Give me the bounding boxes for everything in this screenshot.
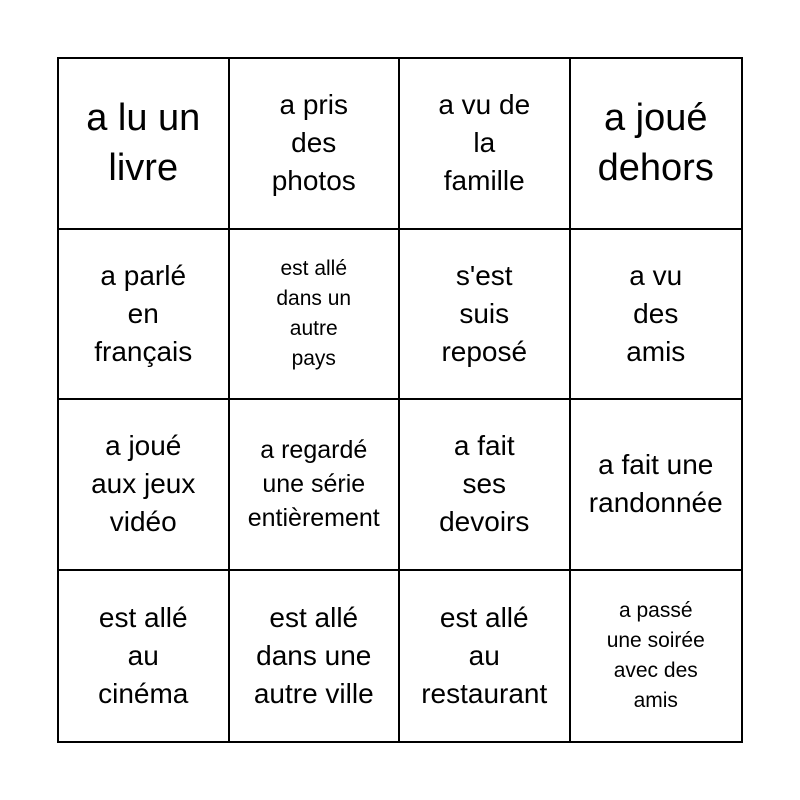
bingo-cell[interactable] <box>230 230 401 401</box>
bingo-cell[interactable] <box>571 59 742 230</box>
bingo-cell[interactable] <box>59 59 230 230</box>
bingo-cell-text: a pris des photos <box>271 89 356 197</box>
bingo-cell-text: est allé au restaurant <box>421 601 548 709</box>
bingo-cell[interactable] <box>571 230 742 401</box>
bingo-cell[interactable] <box>400 59 571 230</box>
bingo-cell[interactable] <box>59 571 230 742</box>
bingo-cell-text: est allé au cinéma <box>98 601 189 709</box>
bingo-board <box>57 57 743 743</box>
bingo-cell-text: a parlé en français <box>94 259 193 367</box>
bingo-cell-text: a vu de la famille <box>438 89 531 197</box>
bingo-cell[interactable] <box>230 400 401 571</box>
bingo-cell[interactable] <box>230 59 401 230</box>
bingo-cell[interactable] <box>230 571 401 742</box>
bingo-cell-text: s'est suis reposé <box>441 259 528 367</box>
bingo-cell-text: est allé dans un autre pays <box>276 256 352 370</box>
bingo-cell-text: a joué aux jeux vidéo <box>91 430 196 538</box>
bingo-cell[interactable] <box>400 571 571 742</box>
bingo-cell-text: a fait une randonnée <box>588 449 723 519</box>
bingo-cell-text: a vu des amis <box>626 259 686 367</box>
bingo-cell-text: a lu un livre <box>86 97 201 190</box>
bingo-cell-text: a fait ses devoirs <box>439 430 530 538</box>
bingo-cell-text: a passé une soirée avec des amis <box>606 598 705 712</box>
bingo-cell[interactable] <box>571 400 742 571</box>
bingo-cell[interactable] <box>400 230 571 401</box>
bingo-cell[interactable] <box>400 400 571 571</box>
bingo-cell-text: est allé dans une autre ville <box>253 601 374 709</box>
bingo-cell-text: a regardé une série entièrement <box>247 436 380 533</box>
bingo-cell[interactable] <box>59 400 230 571</box>
bingo-cell-text: a joué dehors <box>597 97 714 190</box>
bingo-cell[interactable] <box>571 571 742 742</box>
bingo-cell[interactable] <box>59 230 230 401</box>
